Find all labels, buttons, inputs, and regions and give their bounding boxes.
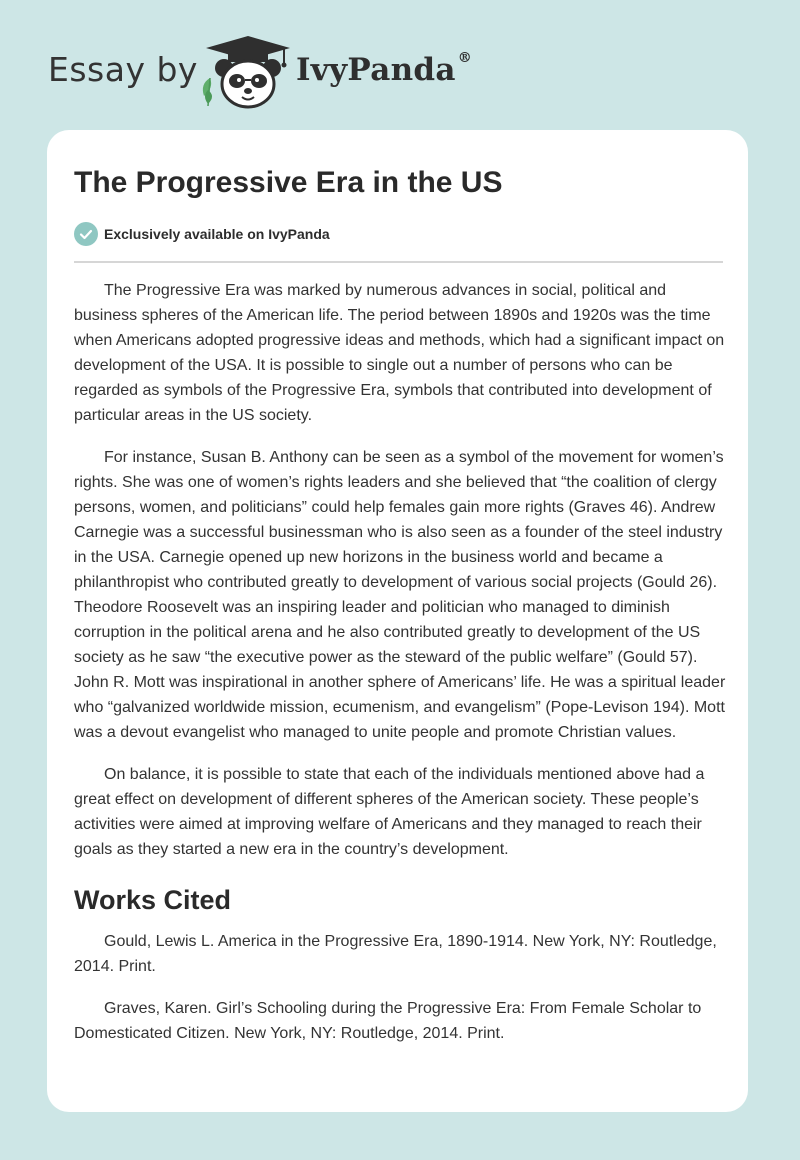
citation-entry: Gould, Lewis L. America in the Progressive Era, 1890-1914. New York, NY: Routledge, 2014. Print. — [74, 933, 717, 975]
site-header — [48, 34, 648, 114]
check-circle-icon — [74, 222, 98, 246]
paragraph: For instance, Susan B. Anthony can be seen as a symbol of the movement for women’s rights. She was one of women’s rights leaders and she believed that “the coalition of clergy persons, women, and politicians” could help females gain more rights (Graves 46). Andrew Carnegie was a successful businessman who is also seen as a founder of the steel industry in the USA. Carnegie opened up new horizons in the business world and became a philanthropist who contributed greatly to development of various social projects (Gould 26). Theodore Roosevelt was an inspiring leader and politician who managed to diminish corruption in the political arena and he also contributed greatly to development of the US society as he saw “the executive power as the steward of the public welfare” (Gould 57). John R. Mott was inspirational in another sphere of Americans’ life. He was a spiritual leader who “galvanized worldwide mission, ecumenism, and evangelism” (Pope-Levison 194). Mott was a devout evangelist who managed to unite people and promote Christian values. — [74, 449, 726, 741]
exclusive-badge-label: Exclusively available on IvyPanda — [104, 226, 330, 242]
essay-card — [47, 130, 748, 1112]
exclusive-badge — [74, 222, 330, 246]
paragraph: On balance, it is possible to state that each of the individuals mentioned above had a great effect on development of different spheres of the American society. These people’s activities were aimed at improving welfare of Americans and they managed to reach their goals as they started a new era in the country’s development. — [74, 766, 705, 858]
title-divider — [74, 261, 723, 263]
panda-logo-icon[interactable] — [198, 34, 298, 110]
registered-mark: ® — [457, 50, 473, 66]
essay-body — [74, 278, 726, 1063]
citation-entry: Graves, Karen. Girl’s Schooling during the Progressive Era: From Female Scholar to Domesticated Citizen. New York, NY: Routledge, 2014. Print. — [74, 1000, 702, 1042]
brand-name[interactable] — [296, 52, 472, 88]
works-cited-heading: Works Cited — [74, 885, 232, 915]
paragraph: The Progressive Era was marked by numerous advances in social, political and business spheres of the American life. The period between 1890s and 1920s was the time when Americans adopted progressive ideas and methods, which had a significant impact on development of the USA. It is possible to single out a number of persons who can be regarded as symbols of the Progressive Era, symbols that contributed into development of particular areas in the US society. — [74, 282, 725, 424]
brand-name-text: IvyPanda — [296, 52, 456, 88]
essay-by-label: Essay by — [48, 50, 198, 89]
page-title: The Progressive Era in the US — [74, 166, 503, 199]
works-cited-list — [74, 929, 726, 1046]
